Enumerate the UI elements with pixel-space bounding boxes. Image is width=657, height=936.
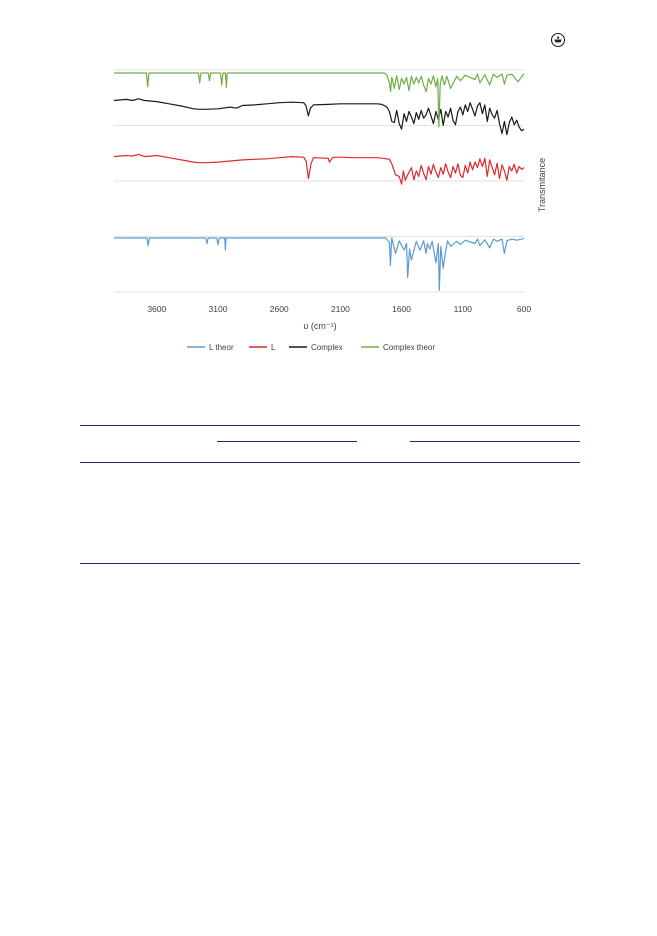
legend-label: L theor — [209, 343, 234, 352]
table-top-rule — [80, 425, 580, 426]
x-tick-label: 600 — [516, 304, 532, 314]
x-tick-label: 1100 — [453, 304, 472, 314]
x-axis-title: υ (cm⁻¹) — [303, 321, 337, 331]
x-axis-ticks — [147, 304, 531, 314]
series-line-0 — [114, 238, 524, 290]
journal-logo-icon — [550, 32, 566, 48]
table-group-rule-right — [410, 441, 580, 442]
chart-legend — [187, 343, 435, 352]
spectrum-series — [114, 73, 524, 290]
table-bottom-rule — [80, 563, 580, 564]
x-tick-label: 2600 — [269, 304, 289, 314]
ir-spectrum-chart — [100, 55, 560, 365]
series-line-1 — [114, 154, 524, 184]
series-line-2 — [114, 99, 524, 135]
legend-label: L — [271, 343, 276, 352]
series-line-3 — [114, 73, 524, 127]
legend-label: Complex — [311, 343, 343, 352]
grid-lines — [114, 70, 524, 292]
table-header-rule — [80, 462, 580, 463]
x-tick-label: 3100 — [208, 304, 228, 314]
y-axis-title: Transmitance — [537, 157, 547, 213]
x-tick-label: 3600 — [147, 304, 167, 314]
legend-label: Complex theor — [383, 343, 436, 352]
table-group-rule-left — [217, 441, 357, 442]
x-tick-label: 2100 — [330, 304, 350, 314]
x-tick-label: 1600 — [392, 304, 412, 314]
